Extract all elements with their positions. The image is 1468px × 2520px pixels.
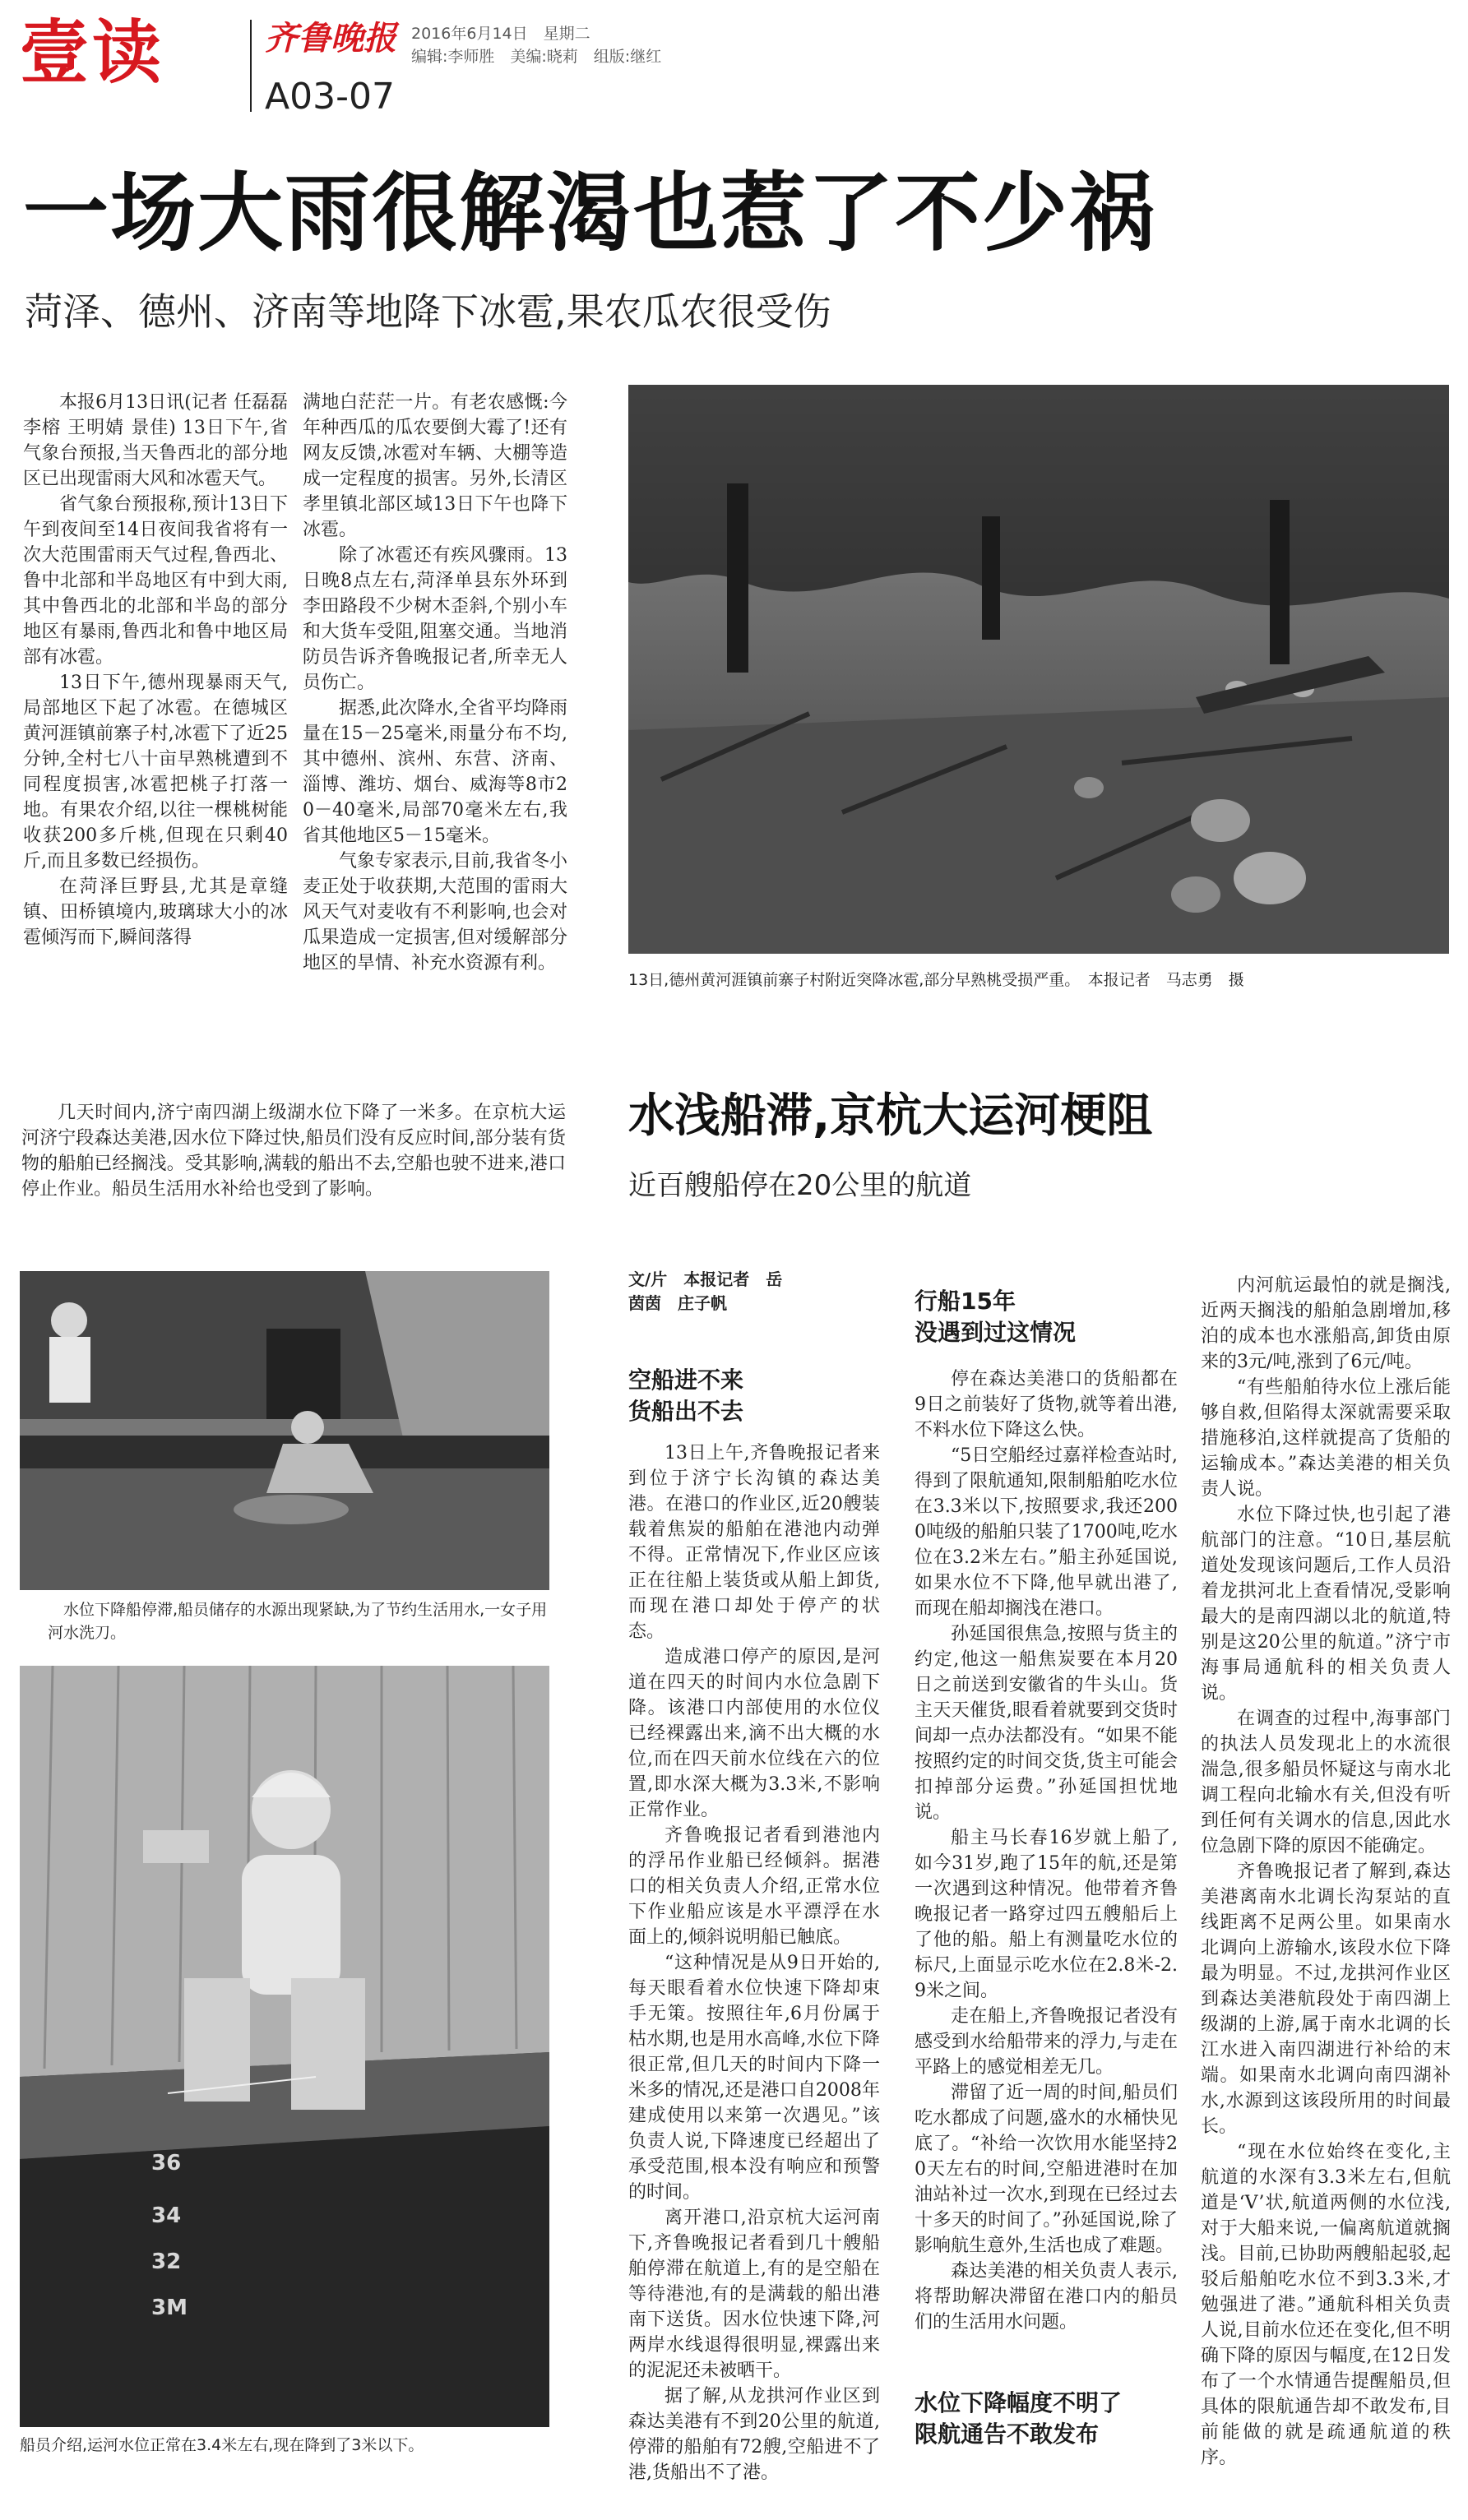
story1-column-2: [303, 390, 567, 976]
paragraph: 13日上午,齐鲁晚报记者来到位于济宁长沟镇的森达美港。在港口的作业区,近20艘装载着焦炭的船舶在港池内动弹不得。正常情况下,作业区应该正在往船上装货或从船上卸货,而现在港口却处于停产的状态。: [628, 1443, 880, 1642]
canal-column-c: [1201, 1273, 1451, 2471]
paragraph: “现在水位始终在变化,主航道的水深有3.3米左右,但航道是‘V’状,航道两侧的水位浅,对于大船来说,一偏离航道就搁浅。目前,已协助两艘船起驳,起驳后船舶吃水位不到3.3米,才勉强进了港。”通航科相关负责人说,目前水位还在变化,但不明确下降的原因与幅度,在12日发布了一个水情通告提醒船员,但具体的限航通告却不敢发布,目前能做的就是疏通航道的秩序。: [1201, 2142, 1451, 2468]
hail-peach-photo: [628, 385, 1449, 954]
subhead-empty-ships: 空船进不来 货船出不去: [628, 1366, 744, 1425]
paragraph: 森达美港的相关负责人表示,将帮助解决滞留在港口内的船员们的生活用水问题。: [915, 2261, 1178, 2333]
orchard-image: [628, 385, 1449, 954]
paragraph: 除了冰雹还有疾风骤雨。13日晚8点左右,菏泽单县东外环到李田路段不少树木歪斜,个别小车和大货车受阻,阻塞交通。当地消防员告诉齐鲁晚报记者,所幸无人员伤亡。: [303, 545, 567, 693]
boat-wash-caption: 水位下降船停滞,船员储存的水源出现紧缺,为了节约生活用水,一女子用河水洗刀。: [48, 1601, 548, 1642]
paragraph: 据了解,从龙拱河作业区到森达美港有不到20公里的航道,停滞的船舶有72艘,空船进不了港,货船出不了港。: [628, 2386, 880, 2483]
canal-byline: 文/片 本报记者 岳茵茵 庄子帆: [628, 1269, 783, 1313]
masthead: [0, 0, 1468, 132]
date-line: 2016年6月14日 星期二: [411, 25, 590, 43]
water-gauge-photo: [20, 1666, 549, 2427]
paragraph: 据悉,此次降水,全省平均降雨量在15－25毫米,雨量分布不均,其中德州、滨州、东营、济南、淄博、潍坊、烟台、威海等8市20－40毫米,局部70毫米左右,我省其他地区5－15毫米。: [303, 698, 567, 846]
paragraph: 齐鲁晚报记者了解到,森达美港离南水北调长沟泵站的直线距离不足两公里。如果南水北调向上游输水,该段水位下降最为明显。不过,龙拱河作业区到森达美港航段处于南四湖上级湖的上游,属于南水北调的长江水进入南四湖进行补给的末端。如果南水北调向南四湖补水,水源到这该段所用的时间最长。: [1201, 1861, 1451, 2137]
paragraph: 13日下午,德州现暴雨天气,局部地区下起了冰雹。在德城区黄河涯镇前寨子村,冰雹下了近25分钟,全村七八十亩早熟桃遭到不同程度损害,冰雹把桃子打落一地。有果农介绍,以往一棵桃树能收获200多斤桃,但现在只剩40斤,而且多数已经损伤。: [23, 673, 288, 872]
page-number: A03-07: [265, 76, 395, 118]
paragraph: 停在森达美港口的货船都在9日之前装好了货物,就等着出港,不料水位下降这么快。: [915, 1369, 1178, 1440]
water-gauge-caption: 船员介绍,运河水位正常在3.4米左右,现在降到了3米以下。: [20, 2436, 424, 2454]
masthead-divider: [250, 20, 252, 112]
paragraph: 离开港口,沿京杭大运河南下,齐鲁晚报记者看到几十艘船舶停滞在航道上,有的是空船在等待港池,有的是满载的船出港南下送货。因水位快速下降,河两岸水线退得很明显,裸露出来的泥泥还未被晒干。: [628, 2208, 880, 2381]
canal-subheadline: 近百艘船停在20公里的航道: [628, 1169, 972, 1202]
paragraph: 满地白茫茫一片。有老农感慨:今年种西瓜的瓜农要倒大霉了!还有网友反馈,冰雹对车辆、大棚等造成一定程度的损害。另外,长清区孝里镇北部区域13日下午也降下冰雹。: [303, 392, 567, 540]
gauge-mark-34: 34: [151, 2203, 182, 2228]
section-name: 壹读: [20, 12, 165, 93]
paragraph: 船主马长春16岁就上船了,如今31岁,跑了15年的航,还是第一次遇到这种情况。他带着齐鲁晚报记者一路穿过四五艘船后上了他的船。船上有测量吃水位的标尺,上面显示吃水位在2.8米-2.9米之间。: [915, 1828, 1178, 2001]
story1-column-1: [23, 390, 288, 950]
paragraph: 水位下降过快,也引起了港航部门的注意。“10日,基层航道处发现该问题后,工作人员沿着龙拱河北上查看情况,受影响最大的是南四湖以北的航道,特别是这20公里的航道。”济宁市海事局通航科的相关负责人说。: [1201, 1505, 1451, 1704]
hail-photo-caption: 13日,德州黄河涯镇前寨子村附近突降冰雹,部分早熟桃受损严重。 本报记者 马志勇 摄: [628, 971, 1244, 989]
paragraph: “有些船舶待水位上涨后能够自救,但陷得太深就需要采取措施移泊,这样就提高了货船的运输成本。”森达美港的相关负责人说。: [1201, 1377, 1451, 1500]
main-headline: 一场大雨很解渴也惹了不少祸: [23, 163, 1157, 263]
canal-column-b: [915, 1366, 1178, 2335]
gauge-mark-36: 36: [151, 2151, 182, 2176]
paragraph: “这种情况是从9日开始的,每天眼看着水位快速下降却束手无策。按照往年,6月份属于枯水期,也是用水高峰,水位下降很正常,但几天的时间内下降一米多的情况,还是港口自2008年建成使用以来第一次遇见。”该负责人说,下降速度已经超出了承受范围,根本没有响应和预警的时间。: [628, 1953, 880, 2203]
main-subheadline: 菏泽、德州、济南等地降下冰雹,果农瓜农很受伤: [25, 289, 831, 334]
paragraph: 造成港口停产的原因,是河道在四天的时间内水位急剧下降。该港口内部使用的水位仪已经裸露出来,滴不出大概的水位,而在四天前水位线在六的位置,即水深大概为3.3米,不影响正常作业。: [628, 1647, 880, 1820]
editor-line: 编辑:李师胜 美编:晓莉 组版:继红: [411, 48, 662, 66]
subhead-fifteen-years: 行船15年 没遇到过这情况: [915, 1288, 1077, 1346]
paragraph: 气象专家表示,目前,我省冬小麦正处于收获期,大范围的雷雨大风天气对麦收有不利影响,也会对瓜果造成一定损害,但对缓解部分地区的旱情、补充水资源有利。: [303, 851, 567, 973]
canal-column-a: [628, 1440, 880, 2485]
paragraph: 走在船上,齐鲁晚报记者没有感受到水给船带来的浮力,与走在平路上的感觉相差无几。: [915, 2006, 1178, 2078]
canal-lead: 几天时间内,济宁南四湖上级湖水位下降了一米多。在京杭大运河济宁段森达美港,因水位下降过快,船员们没有反应时间,部分装有货物的船舶已经搁浅。受其影响,满载的船出不去,空船也驶不进来,港口停止作业。船员生活用水补给也受到了影响。: [21, 1103, 566, 1200]
paragraph: 孙延国很焦急,按照与货主的约定,他这一船焦炭要在本月20日之前送到安徽省的牛头山。货主天天催货,眼看着就要到交货时间却一点办法都没有。“如果不能按照约定的时间交货,货主可能会扣掉部分运费。”孙延国担忧地说。: [915, 1624, 1178, 1823]
paragraph: 内河航运最怕的就是搁浅,近两天搁浅的船舶急剧增加,移泊的成本也水涨船高,卸货由原来的3元/吨,涨到了6元/吨。: [1201, 1275, 1451, 1372]
paragraph: 滞留了近一周的时间,船员们吃水都成了问题,盛水的水桶快见底了。“补给一次饮用水能坚持20天左右的时间,空船进港时在加油站补过一次水,到现在已经过去十多天的时间了。”孙延国说,除了影响航生意外,生活也成了难题。: [915, 2083, 1178, 2256]
boat-wash-photo: [20, 1271, 549, 1590]
paragraph: 本报6月13日讯(记者 任磊磊 李榕 王明婧 景佳) 13日下午,省气象台预报,当天鲁西北的部分地区已出现雷雨大风和冰雹天气。: [23, 392, 288, 489]
paragraph: 在菏泽巨野县,尤其是章缝镇、田桥镇境内,玻璃球大小的冰雹倾泻而下,瞬间落得: [23, 876, 288, 948]
water-gauge-image: [20, 1666, 549, 2427]
gauge-mark-32: 32: [151, 2250, 182, 2274]
paragraph: 在调查的过程中,海事部门的执法人员发现北上的水流很湍急,很多船员怀疑这与南水北调工程向北输水有关,但没有听到任何有关调水的信息,因此水位急剧下降的原因不能确定。: [1201, 1709, 1451, 1856]
canal-headline: 水浅船滞,京杭大运河梗阻: [628, 1089, 1153, 1143]
paragraph: “5日空船经过嘉祥检查站时,得到了限航通知,限制船舶吃水位在3.3米以下,按照要求,我还2000吨级的船舶只装了1700吨,吃水位在3.2米左右。”船主孙延国说,如果水位不下降,他早就出港了,而现在船却搁浅在港口。: [915, 1445, 1178, 1619]
gauge-mark-3m: 3M: [151, 2296, 188, 2320]
paragraph: 省气象台预报称,预计13日下午到夜间至14日夜间我省将有一次大范围雷雨天气过程,鲁西北、鲁中北部和半岛地区有中到大雨,其中鲁西北的北部和半岛的部分地区有暴雨,鲁西北和鲁中地区局部有冰雹。: [23, 494, 288, 668]
boat-wash-image: [20, 1271, 549, 1590]
paper-logo: 齐鲁晚报: [265, 19, 396, 58]
paragraph: 齐鲁晚报记者看到港池内的浮吊作业船已经倾斜。据港口的相关负责人介绍,正常水位下作业船应该是水平漂浮在水面上的,倾斜说明船已触底。: [628, 1825, 880, 1948]
subhead-notice: 水位下降幅度不明了 限航通告不敢发布: [915, 2389, 1123, 2448]
